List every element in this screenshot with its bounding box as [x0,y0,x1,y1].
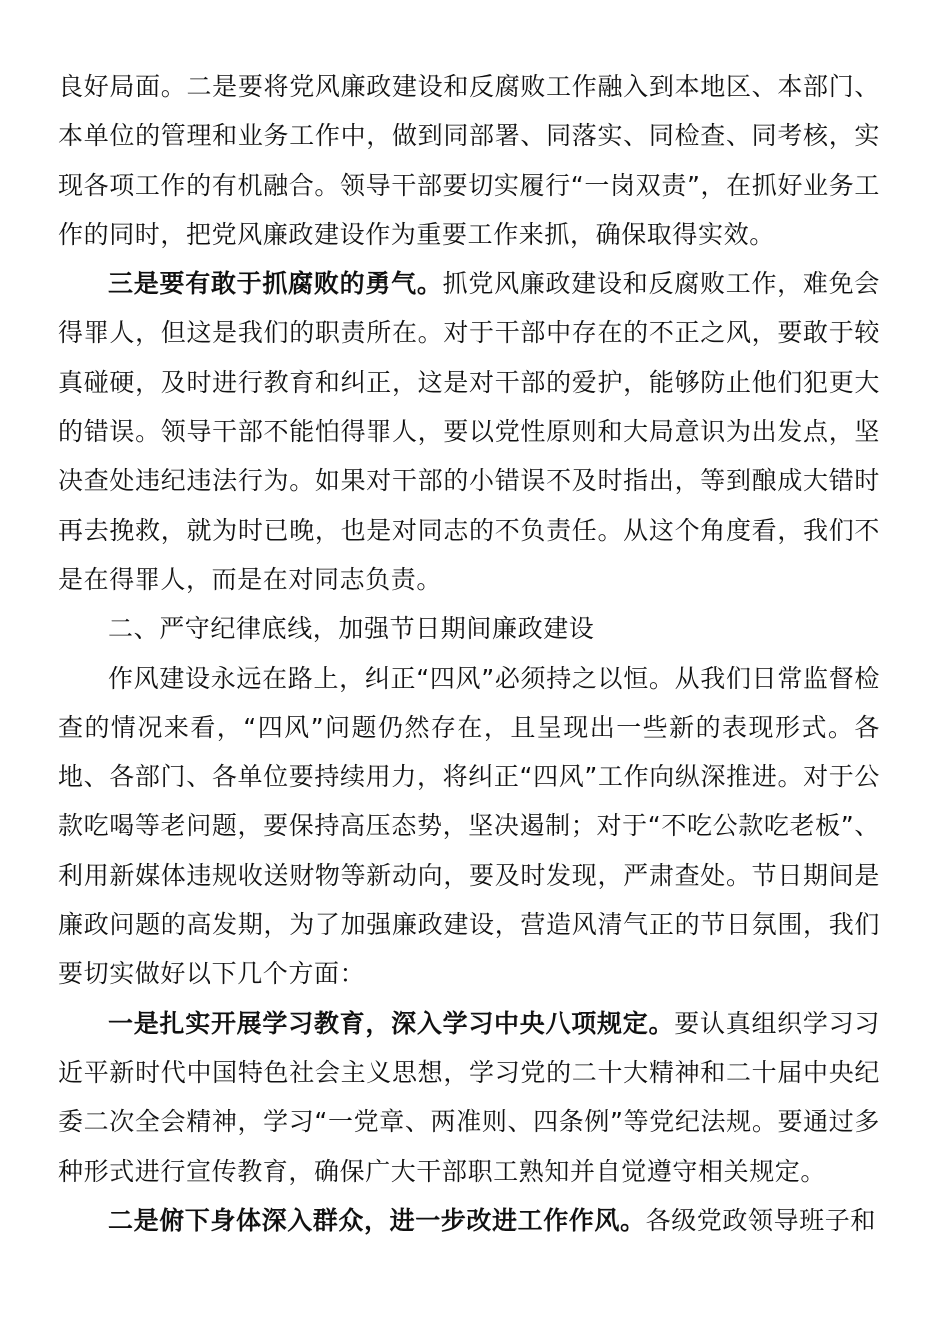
paragraph-text: 抓党风廉政建设和反腐败工作，难免会得罪人，但这是我们的职责所在。对于干部中存在的不正之风，要敢于较真碰硬，及时进行教育和纠正，这是对干部的爱护，能够防止他们犯更大的错误。领导干部不能怕得罪人，要以党性原则和大局意识为出发点，坚决查处违纪违法行为。如果对干部的小错误不及时指出，等到酿成大错时再去挽救，就为时已晚，也是对同志的不负责任。从这个角度看，我们不是在得罪人，而是在对同志负责。 [58,269,880,594]
paragraph-text: 良好局面。二是要将党风廉政建设和反腐败工作融入到本地区、本部门、本单位的管理和业务工作中，做到同部署、同落实、同检查、同考核，实现各项工作的有机融合。领导干部要切实履行“一岗双责”，在抓好业务工作的同时，把党风廉政建设作为重要工作来抓，确保取得实效。 [58,72,880,249]
paragraph-lead: 三是要有敢于抓腐败的勇气。 [108,269,443,299]
paragraph-lead: 一是扎实开展学习教育，深入学习中央八项规定。 [108,1008,675,1038]
paragraph-point-three [58,259,880,604]
paragraph-four-winds [58,654,880,999]
paragraph-continuation [58,62,880,259]
paragraph-point-two [58,1196,880,1245]
paragraph-text: 各级党政领导班子和 [645,1205,877,1235]
paragraph-text: 作风建设永远在路上，纠正“四风”必须持之以恒。从我们日常监督检查的情况来看，“四风”问题仍然存在，且呈现出一些新的表现形式。各地、各部门、各单位要持续用力，将纠正“四风”工作向纵深推进。对于公款吃喝等老问题，要保持高压态势，坚决遏制；对于“不吃公款吃老板”、利用新媒体违规收送财物等新动向，要及时发现，严肃查处。节日期间是廉政问题的高发期，为了加强廉政建设，营造风清气正的节日氛围，我们要切实做好以下几个方面： [58,663,880,989]
document-body [58,62,880,1245]
paragraph-point-one [58,999,880,1196]
paragraph-text: 要认真组织学习习近平新时代中国特色社会主义思想，学习党的二十大精神和二十届中央纪委二次全会精神，学习“一党章、两准则、四条例”等党纪法规。要通过多种形式进行宣传教育，确保广大干部职工熟知并自觉遵守相关规定。 [58,1008,880,1186]
section-heading: 二、严守纪律底线，加强节日期间廉政建设 [108,614,595,644]
paragraph-lead: 二是俯下身体深入群众，进一步改进工作作风。 [108,1205,646,1235]
